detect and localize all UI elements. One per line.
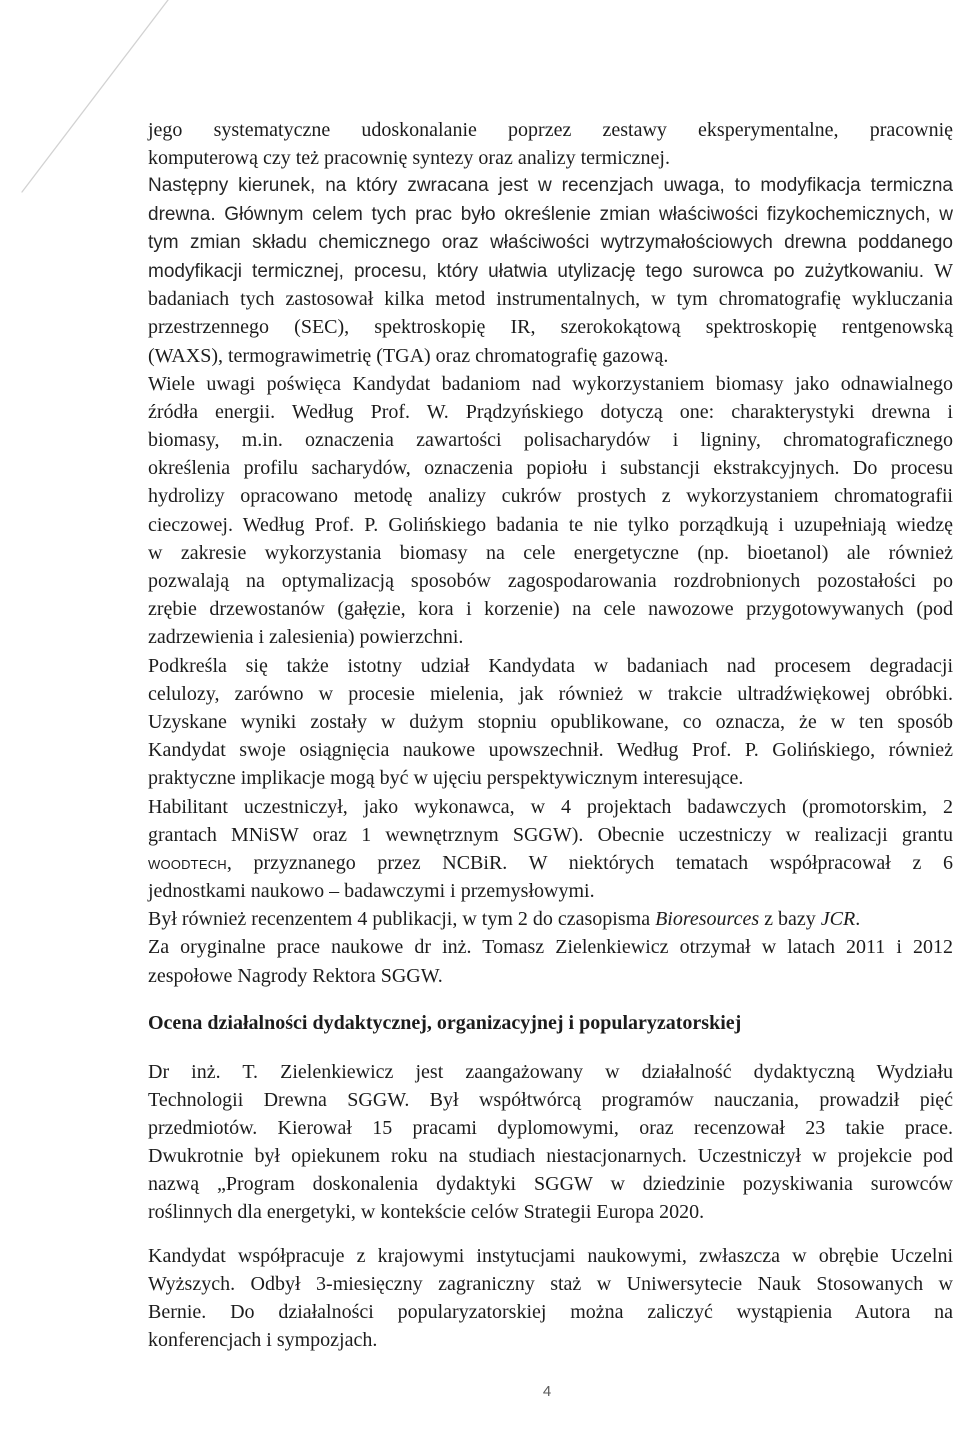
text-line: praktyczne implikacje mogą być w ujęciu perspektywicznym interesujące. <box>148 767 744 790</box>
text-line <box>148 905 953 933</box>
text-line: Wiele uwagi poświęca Kandydat badaniom nad wykorzystaniem biomasy jako odnawialnego <box>148 372 953 395</box>
paragraph <box>148 933 953 989</box>
section-heading: Ocena działalności dydaktycznej, organizacyjnej i popularyzatorskiej <box>148 1012 742 1034</box>
text-line: źródła energii. Według Prof. W. Prądzyńskiego dotyczą one: charakterystyki drewna i <box>148 400 953 423</box>
text-line: pozwalają na optymalizacją sposobów zagospodarowania rozdrobnionych pozostałości po <box>148 570 953 592</box>
paragraph <box>148 905 953 933</box>
text-line: komputerową czy też pracownię syntezy oraz analizy termicznej. <box>148 147 670 170</box>
paragraph <box>148 793 953 906</box>
text-segment: modyfikacji termicznej, procesu, który ułatwia utylizację tego surowca po zużytkowaniu. <box>148 260 935 282</box>
text-line: hydrolizy opracowano metodę analizy cukrów prostych z wykorzystaniem chromatografii <box>148 485 953 508</box>
text-line: Za oryginalne prace naukowe dr inż. Tomasz Zielenkiewicz otrzymał w latach 2011 i 2012 <box>148 936 953 959</box>
paragraph <box>148 116 953 172</box>
text-line: jego systematyczne udoskonalanie poprzez zestawy eksperymentalne, pracownię <box>148 119 953 141</box>
text-line: Habilitant uczestniczył, jako wykonawca, w 4 projektach badawczych (promotorskim, 2 <box>148 795 953 818</box>
text-line <box>148 257 953 285</box>
text-line: Wyższych. Odbył 3-miesięczny zagraniczny staż w Uniwersytecie Nauk Stosowanych w <box>148 1273 953 1295</box>
project-name: WOODTECH <box>148 856 227 872</box>
text-line: grantach MNiSW oraz 1 wewnętrznym SGGW). Obecnie uczestniczy w realizacji grantu <box>148 823 953 846</box>
database-name: JCR <box>820 908 856 931</box>
text-line: przedmiotów. Kierował 15 pracami dyplomowymi, oraz recenzował 23 takie prace. <box>148 1117 953 1139</box>
review-text <box>148 116 953 990</box>
text-line: Uzyskane wyniki zostały w dużym stopniu opublikowane, co oznacza, że w ten sposób <box>148 710 953 733</box>
text-line: zadrzewienia i zalesienia) powierzchni. <box>148 626 464 649</box>
text-line: przestrzennego (SEC), spektroskopię IR, szerokokątową spektroskopię rentgenowską <box>148 316 953 339</box>
text-segment: z bazy <box>759 908 821 931</box>
text-line: celulozy, zarówno w procesie mielenia, jak również w trakcie ultradźwiękowej obróbki. <box>148 682 953 705</box>
text-line: roślinnych dla energetyki, w kontekście celów Strategii Europa 2020. <box>148 1201 705 1223</box>
paragraph <box>148 1058 953 1226</box>
paragraph <box>148 172 953 369</box>
paragraph <box>148 652 953 793</box>
text-segment: Był również recenzentem 4 publikacji, w tym 2 do czasopisma <box>148 908 656 931</box>
text-line: zespołowe Nagrody Rektora SGGW. <box>148 964 443 987</box>
text-line: zrębie drzewostanów (gałęzie, kora i korzenie) na cele nawozowe przygotowywanych (pod <box>148 598 953 621</box>
page-number: 4 <box>542 1383 552 1400</box>
paragraph <box>148 1242 953 1354</box>
text-line: Technologii Drewna SGGW. Był współtwórcą programów nauczania, prowadził pięć <box>148 1089 953 1111</box>
text-line: Kandydat współpracuje z krajowymi instytucjami naukowymi, zwłaszcza w obrębie Uczelni <box>148 1245 953 1267</box>
text-segment: W <box>934 259 953 282</box>
text-segment: , przyznanego przez NCBiR. W niektórych tematach współpracował z 6 <box>226 851 953 874</box>
text-line: Kandydat swoje osiągnięcia naukowe upowszechnił. Według Prof. P. Golińskiego, również <box>148 739 953 762</box>
text-line: drewna. Głównym celem tych prac było określenie zmian właściwości fizykochemicznych, w <box>148 203 953 225</box>
text-line: (WAXS), termograwimetrię (TGA) oraz chromatografię gazową. <box>148 344 669 367</box>
text-line: Dr inż. T. Zielenkiewicz jest zaangażowany w działalność dydaktyczną Wydziału <box>148 1061 953 1083</box>
text-line: nazwą „Program doskonalenia dydaktyki SGGW w dziedzinie pozyskiwania surowców <box>148 1173 953 1195</box>
text-line <box>148 849 953 877</box>
text-line: określenia profilu sacharydów, oznaczenia popiołu i substancji ekstrakcyjnych. Do procesu <box>148 457 953 480</box>
text-line: w zakresie wykorzystania biomasy na cele energetyczne (np. bioetanol) ale również <box>148 541 953 564</box>
paragraph <box>148 370 953 652</box>
text-line: cieczowej. Według Prof. P. Golińskiego badania te nie tylko porządkują i uzupełniają wiedzę <box>148 513 953 536</box>
text-line: badaniach tych zastosował kilka metod instrumentalnych, w tym chromatografię wykluczania <box>148 288 953 311</box>
text-line: biomasy, m.in. oznaczenia zawartości polisacharydów i ligniny, chromatograficznego <box>148 429 953 452</box>
text-line: Bernie. Do działalności popularyzatorskiej można zaliczyć wystąpienia Autora na <box>148 1301 953 1323</box>
text-line: konferencjach i sympozjach. <box>148 1329 378 1351</box>
text-line: tym zmian składu chemicznego oraz właściwości wytrzymałościowych drewna poddanego <box>148 231 953 253</box>
text-line: jednostkami naukowo – badawczymi i przemysłowymi. <box>148 880 595 903</box>
text-line: Następny kierunek, na który zwracana jest w recenzjach uwaga, to modyfikacja termiczna <box>148 175 953 197</box>
text-segment: . <box>855 908 861 931</box>
journal-title: Bioresources <box>655 908 760 931</box>
text-line: Podkreśla się także istotny udział Kandydata w badaniach nad procesem degradacji <box>148 654 953 677</box>
text-line: Dwukrotnie był opiekunem roku na studiach niestacjonarnych. Uczestniczył w projekcie pod <box>148 1145 953 1167</box>
